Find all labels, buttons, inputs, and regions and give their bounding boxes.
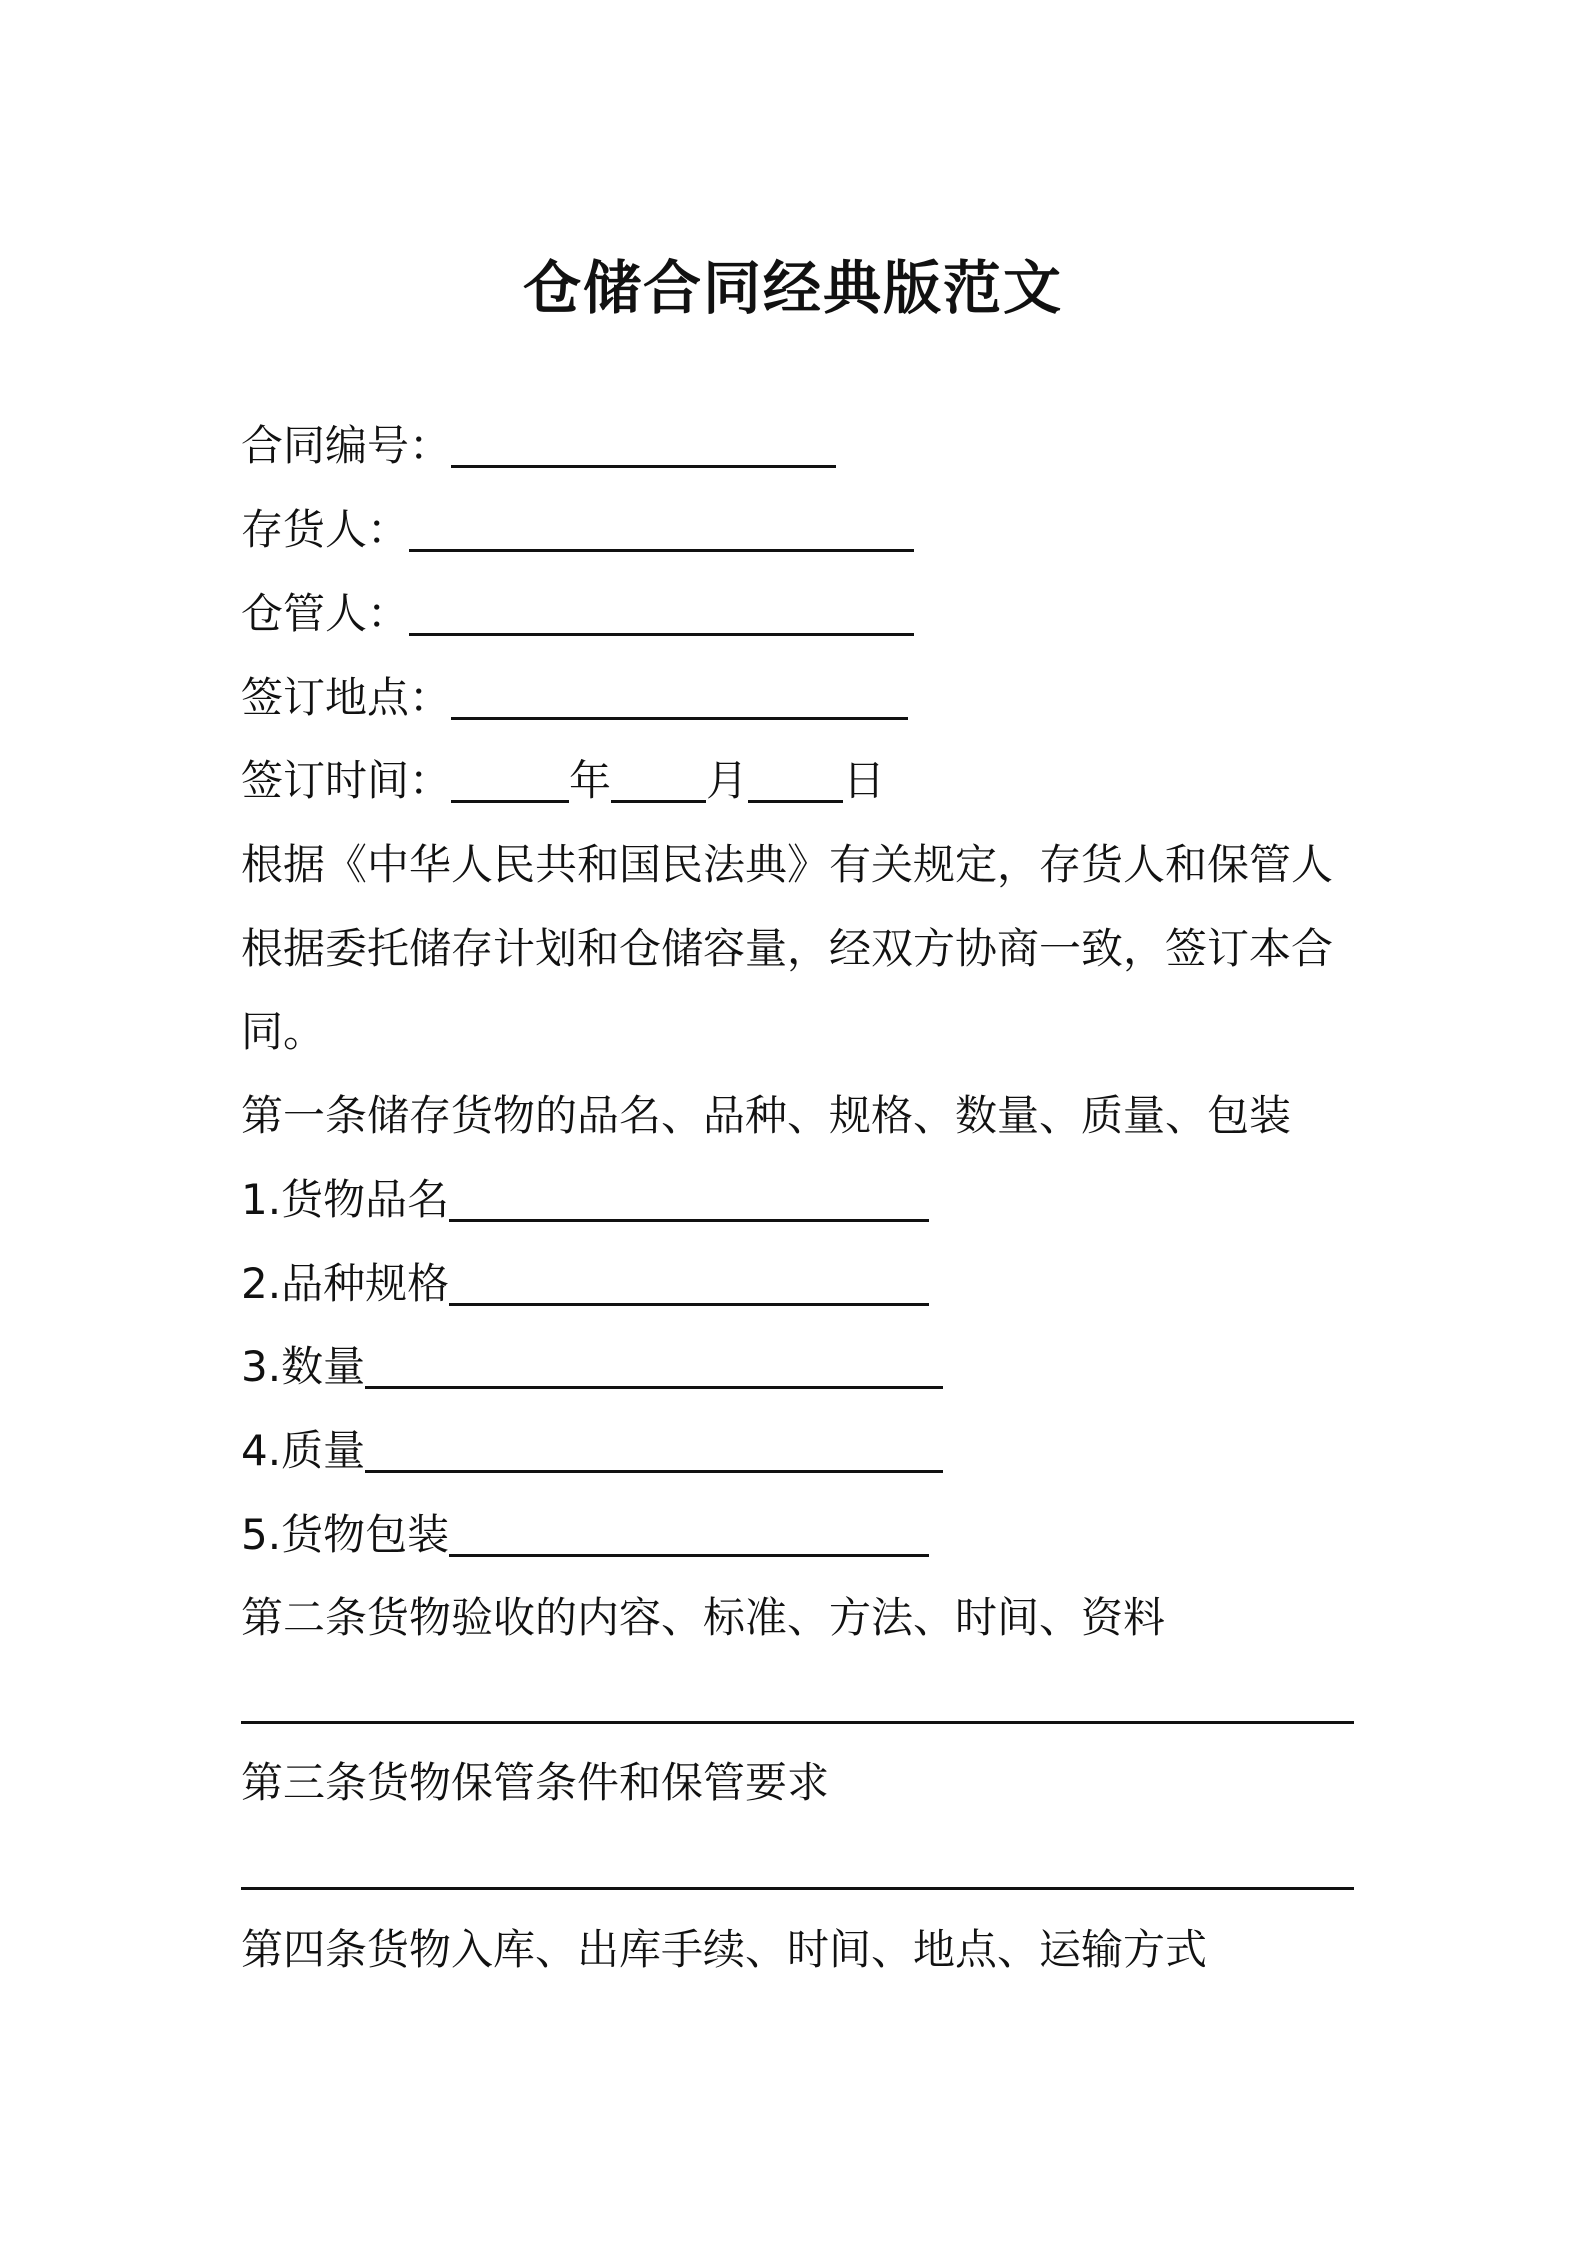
variety-spec-blank[interactable]	[449, 1263, 929, 1306]
sign-place-blank[interactable]	[451, 677, 908, 720]
quantity-blank[interactable]	[365, 1346, 943, 1389]
article-1-item-2	[241, 1256, 929, 1312]
sign-year-blank[interactable]	[451, 760, 569, 803]
article-1-item-3	[241, 1339, 943, 1395]
article-3-heading: 第三条货物保管条件和保管要求	[241, 1758, 830, 1807]
item-label: 2.品种规格	[241, 1259, 450, 1308]
month-label: 月	[706, 756, 749, 805]
keeper-label: 仓管人：	[241, 589, 410, 638]
intro-line-3: 同。	[241, 1007, 326, 1056]
sign-time-row	[241, 753, 885, 809]
item-label: 4.质量	[241, 1426, 366, 1475]
article-4-heading: 第四条货物入库、出库手续、时间、地点、运输方式	[241, 1925, 1208, 1974]
article-1-item-1	[241, 1172, 929, 1228]
article-1-item-4	[241, 1423, 943, 1479]
day-label: 日	[843, 756, 886, 805]
item-label: 1.货物品名	[241, 1175, 450, 1224]
article-2-blank[interactable]	[241, 1721, 1354, 1724]
intro-line-1: 根据《中华人民共和国民法典》有关规定，存货人和保管人	[241, 840, 1334, 889]
intro-line-2: 根据委托储存计划和仓储容量，经双方协商一致，签订本合	[241, 924, 1334, 973]
keeper-blank[interactable]	[409, 593, 914, 636]
sign-time-label: 签订时间：	[241, 756, 452, 805]
item-label: 3.数量	[241, 1342, 366, 1391]
sign-place-row	[241, 670, 908, 726]
contract-number-blank[interactable]	[451, 425, 836, 468]
sign-day-blank[interactable]	[748, 760, 843, 803]
article-1-item-5	[241, 1507, 929, 1563]
contract-number-row	[241, 418, 836, 474]
item-label: 5.货物包装	[241, 1510, 450, 1559]
sign-place-label: 签订地点：	[241, 673, 452, 722]
depositor-label: 存货人：	[241, 505, 410, 554]
depositor-row	[241, 502, 914, 558]
year-label: 年	[569, 756, 612, 805]
article-1-heading: 第一条储存货物的品名、品种、规格、数量、质量、包装	[241, 1091, 1292, 1140]
document-title: 仓储合同经典版范文	[522, 254, 1063, 322]
quality-blank[interactable]	[365, 1430, 943, 1473]
sign-month-blank[interactable]	[611, 760, 706, 803]
article-2-heading: 第二条货物验收的内容、标准、方法、时间、资料	[241, 1593, 1166, 1642]
article-3-blank[interactable]	[241, 1887, 1354, 1890]
packaging-blank[interactable]	[449, 1514, 929, 1557]
goods-name-blank[interactable]	[449, 1179, 929, 1222]
keeper-row	[241, 586, 914, 642]
contract-number-label: 合同编号：	[241, 421, 452, 470]
depositor-blank[interactable]	[409, 509, 914, 552]
